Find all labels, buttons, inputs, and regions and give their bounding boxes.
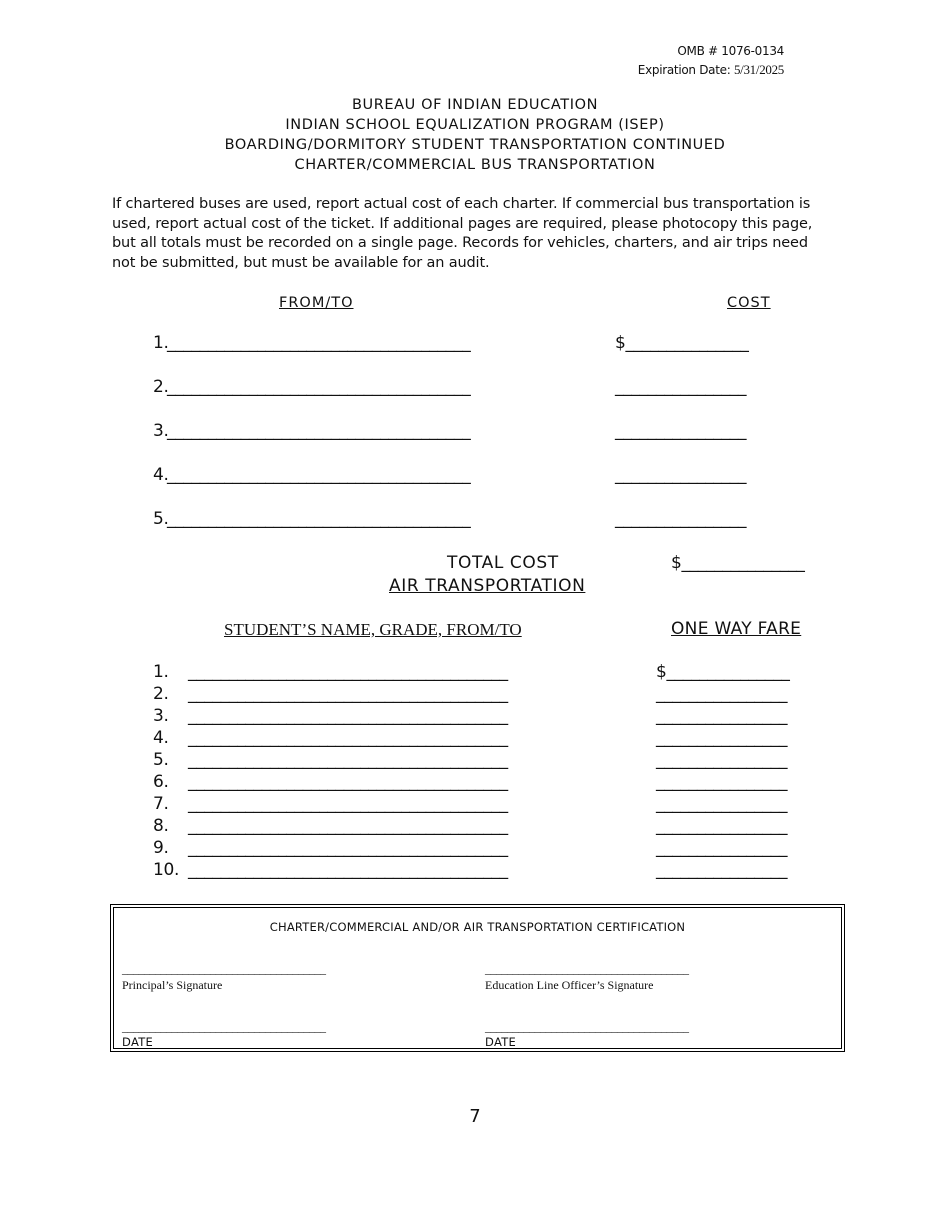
principal-signature-label: Principal’s Signature (122, 978, 223, 992)
air-row-fare-field[interactable]: ________________ (656, 772, 788, 792)
one-way-fare-header: ONE WAY FARE (671, 619, 802, 639)
officer-signature-field[interactable]: _____________________________________ (485, 962, 689, 976)
officer-signature-label: Education Line Officer’s Signature (485, 978, 654, 992)
air-row-student-field[interactable]: _______________________________________ (188, 706, 508, 726)
air-row-fare-field[interactable]: ________________ (656, 684, 788, 704)
charter-row-from-to-field[interactable]: _____________________________________ (167, 377, 471, 397)
air-row-fare-field[interactable]: ________________ (656, 728, 788, 748)
air-row-fare-field[interactable]: ________________ (656, 860, 788, 880)
charter-row-from-to-field[interactable]: _____________________________________ (167, 509, 471, 529)
principal-date-field[interactable]: _____________________________________ (122, 1020, 326, 1034)
title-boarding: BOARDING/DORMITORY STUDENT TRANSPORTATION CONTINUED (224, 137, 726, 153)
air-row-student-field[interactable]: _______________________________________ (188, 772, 508, 792)
air-row-number: 4. (153, 728, 169, 748)
charter-row-number: 4. (153, 465, 169, 485)
total-cost-field[interactable]: $_______________ (671, 553, 805, 573)
expiration-date (638, 62, 784, 78)
charter-row-cost-field[interactable]: ________________ (615, 421, 747, 441)
charter-row-cost-field[interactable]: ________________ (615, 509, 747, 529)
charter-row-number: 1. (153, 333, 169, 353)
air-row-number: 9. (153, 838, 169, 858)
title-charter: CHARTER/COMMERCIAL BUS TRANSPORTATION (294, 157, 656, 173)
charter-row-number: 2. (153, 377, 169, 397)
air-row-student-field[interactable]: _______________________________________ (188, 728, 508, 748)
omb-number: OMB # 1076-0134 (677, 44, 784, 58)
certification-inner-border (113, 907, 842, 1049)
officer-date-field[interactable]: _____________________________________ (485, 1020, 689, 1034)
air-row-fare-field[interactable]: ________________ (656, 750, 788, 770)
charter-row-cost-field[interactable]: $_______________ (615, 333, 749, 353)
air-row-number: 8. (153, 816, 169, 836)
air-row-number: 7. (153, 794, 169, 814)
charter-row-cost-field[interactable]: ________________ (615, 377, 747, 397)
charter-row-from-to-field[interactable]: _____________________________________ (167, 333, 471, 353)
air-row-student-field[interactable]: _______________________________________ (188, 684, 508, 704)
intro-line: but all totals must be recorded on a single page. Records for vehicles, charters, and air trips need (112, 235, 808, 251)
officer-date-label: DATE (485, 1035, 517, 1049)
air-transportation-title: AIR TRANSPORTATION (389, 576, 586, 596)
student-name-header: STUDENT’S NAME, GRADE, FROM/TO (224, 620, 522, 639)
total-cost-label: TOTAL COST (447, 553, 559, 573)
from-to-header: FROM/TO (279, 295, 354, 311)
air-row-student-field[interactable]: _______________________________________ (188, 750, 508, 770)
air-row-number: 1. (153, 662, 169, 682)
certification-title: CHARTER/COMMERCIAL AND/OR AIR TRANSPORTATION CERTIFICATION (269, 920, 686, 934)
air-row-student-field[interactable]: _______________________________________ (188, 860, 508, 880)
charter-row-from-to-field[interactable]: _____________________________________ (167, 465, 471, 485)
air-row-student-field[interactable]: _______________________________________ (188, 794, 508, 814)
air-row-fare-field[interactable]: ________________ (656, 816, 788, 836)
intro-paragraph (112, 195, 847, 273)
air-row-number: 5. (153, 750, 169, 770)
cost-header: COST (727, 295, 771, 311)
air-row-student-field[interactable]: _______________________________________ (188, 838, 508, 858)
charter-row-cost-field[interactable]: ________________ (615, 465, 747, 485)
air-row-student-field[interactable]: _______________________________________ (188, 662, 508, 682)
expiration-value: 5/31/2025 (733, 62, 784, 77)
title-bureau: BUREAU OF INDIAN EDUCATION (351, 97, 599, 113)
principal-signature-field[interactable]: _____________________________________ (122, 962, 326, 976)
certification-box (110, 904, 845, 1052)
charter-row-from-to-field[interactable]: _____________________________________ (167, 421, 471, 441)
air-row-number: 3. (153, 706, 169, 726)
intro-line: not be submitted, but must be available for an audit. (112, 254, 490, 271)
air-row-number: 2. (153, 684, 169, 704)
title-isep: INDIAN SCHOOL EQUALIZATION PROGRAM (ISEP) (285, 117, 665, 133)
air-row-fare-field[interactable]: ________________ (656, 838, 788, 858)
air-row-fare-field[interactable]: $_______________ (656, 662, 790, 682)
air-row-student-field[interactable]: _______________________________________ (188, 816, 508, 836)
air-row-fare-field[interactable]: ________________ (656, 706, 788, 726)
intro-line: used, report actual cost of the ticket. If additional pages are required, please photocopy this page, (112, 215, 813, 232)
air-row-number: 6. (153, 772, 169, 792)
charter-row-number: 3. (153, 421, 169, 441)
expiration-label: Expiration Date: (637, 63, 731, 77)
intro-line: If chartered buses are used, report actual cost of each charter. If commercial bus transportation is (112, 196, 811, 212)
page-number: 7 (469, 1106, 481, 1127)
air-row-number: 10. (153, 860, 180, 880)
air-row-fare-field[interactable]: ________________ (656, 794, 788, 814)
charter-row-number: 5. (153, 509, 169, 529)
principal-date-label: DATE (122, 1035, 154, 1049)
